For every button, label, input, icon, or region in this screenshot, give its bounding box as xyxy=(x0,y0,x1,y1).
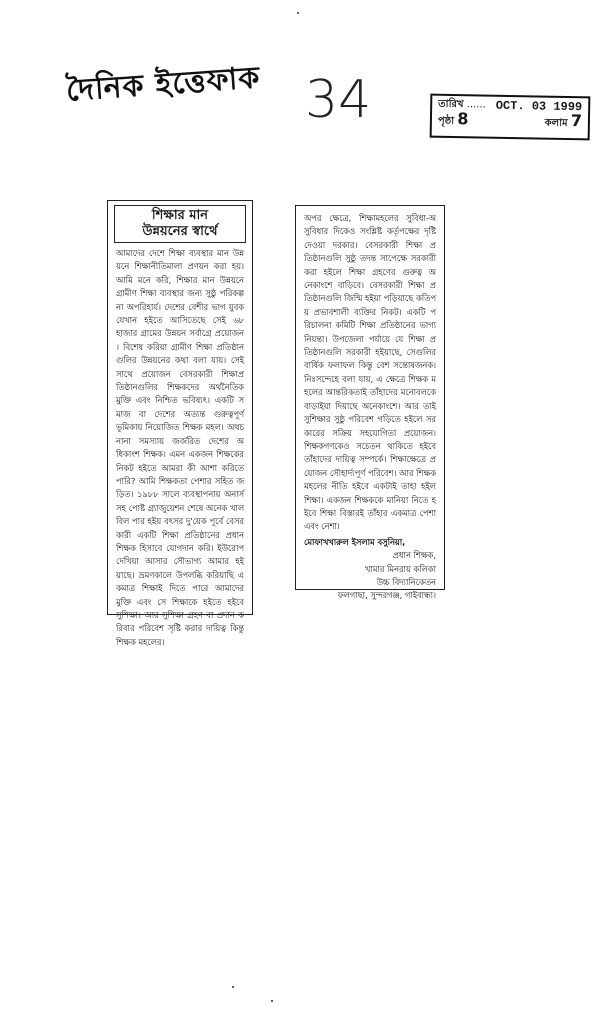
author-school-2: উচ্চ বিদ্যানিকেতন xyxy=(376,576,436,587)
stamp-column-label: কলাম xyxy=(544,117,568,130)
author-address: ফলগাছা, সুন্দরগঞ্জ, গাইবান্ধা। xyxy=(337,590,436,601)
author-title: প্রধান শিক্ষক, xyxy=(392,550,436,561)
stamp-date: OCT. 03 1999 xyxy=(495,98,583,115)
handwritten-page-number: 34 xyxy=(305,70,372,130)
scan-speck xyxy=(297,12,299,14)
stamp-page: 8 xyxy=(457,109,469,129)
scan-speck xyxy=(232,986,234,988)
article-clipping-left xyxy=(107,200,253,647)
article-body-left: আমাদের দেশে শিক্ষা ব্যবস্থার মান উন্নয়নে শিক্ষানীতিমালা প্রণয়ন করা হয়। আমি মনে করি, শিক্ষার মান উন্নয়নে গ্রামীণ শিক্ষা ব্যবস্থার জন্য সুষ্ঠু পরিকল্পনা অপরিহার্য। দেশের বেশীর ভাগ যুবক যেখান হইতে আসিতেছে সেই ৬৮ হাজার গ্রামের উন্নয়ন সর্বাগ্রে প্রয়োজন। বিশেষ করিয়া গ্রামীণ শিক্ষা প্রতিষ্ঠানগুলির উন্নয়নের কথা বলা যায়। সেইসাথে প্রয়োজন বেসরকারী শিক্ষাপ্রতিষ্ঠানগুলির শিক্ষকদের অর্থনৈতিক মুক্তি এবং নিশ্চিত ভবিষ্যৎ। একটি সমাজ বা দেশের অত্যন্ত গুরুত্বপূর্ণ ভূমিকায় নিয়োজিত শিক্ষক মহল। অথচ নানা সমস্যায় জর্জরিত দেশের অধিকাংশ শিক্ষক। এমন একজন শিক্ষকের নিকট হইতে আমরা কী আশা করিতে পারি? আমি শিক্ষকতা পেশার সহিত জড়িত। ১৯৮৮ সালে ব্যবস্থাপনায় অনার্সসহ পোষ্ট গ্র্যাজুয়েশন শেষে অনেক খাল বিল পার হইয় বৎসর দু'য়েক পূর্বে বেসরকারী একটি শিক্ষা প্রতিষ্ঠানের প্রধান শিক্ষক হিসাবে যোগদান করি। ইউরোপ দেখিয়া আসার সৌভাগ্য আমার হইয়াছে। ভ্রমণকালে উপলব্ধি করিয়াছি একমাত্র শিক্ষাই দিতে পারে আমাদের মুক্তি এবং সে শিক্ষাকে হইতে হইবে সুশিক্ষা। আর সুশিক্ষা গ্রহণ বা প্রদান করিবার পরিবেশ সৃষ্টি করার দায়িত্ব কিন্তু শিক্ষক মহলের। xyxy=(116,248,244,647)
stamp-date-label: তারিখ xyxy=(438,98,464,111)
date-stamp: তারিখ ...... OCT. 03 1999 পৃষ্ঠা 8 কলাম 7 xyxy=(430,94,591,141)
headline-line-2: উন্নয়নের স্বার্থে xyxy=(142,224,218,239)
article-body-right: অপর ক্ষেত্রে, শিক্ষামহলের সুবিধা-অসুবিধার দিকেও সংশ্লিষ্ট কর্তৃপক্ষের দৃষ্টি দেওয়া দরকার। বেসরকারী শিক্ষা প্রতিষ্ঠানগুলি সুষ্ঠু তদন্ত সাপেক্ষে সরকারী করা হইলে শিক্ষা গ্রহণের গুরুত্ব অনেকাংশে বাড়িবে। বেসরকারী শিক্ষা প্রতিষ্ঠানগুলি জিম্মি হইয়া পড়িয়াছে কতিপয় প্রভাবশালী ব্যক্তির নিকট। একটি পরিচালনা কমিটি শিক্ষা প্রতিষ্ঠানের ভাগ্য নিয়ন্তা। উপজেলা পর্যায়ে যে শিক্ষা প্রতিষ্ঠানগুলি সরকারী হইয়াছে, সেগুলির বার্ষিক ফলাফল কিন্তু বেশ সন্তোষজনক। নিঃসন্দেহে বলা যায়, এ ক্ষেত্রে শিক্ষক মহলের আন্তরিকতাই তাঁহাদের মনোবলকে বাড়াইয়া দিয়াছে অনেকাংশে। আর তাই সুশিক্ষার সুষ্ঠু পরিবেশ গড়িতে হইলে সরকারের সক্রিয় সহযোগিতা প্রয়োজন। শিক্ষকগণকেও সচেতন থাকিতে হইবে তাঁহাদের দায়িত্ব সম্পর্কে। শিক্ষাক্ষেত্রে প্রয়োজন সৌহার্দ্যপূর্ণ পরিবেশ। আর শিক্ষক মহলের নীতি হইবে একটাই তাহা হইল শিক্ষা। একজন শিক্ষককে মানিয়া নিতে হইবে শিক্ষা বিস্তারই তাঁহার একমাত্র পেশা এবং নেশা। xyxy=(304,213,436,532)
stamp-column: 7 xyxy=(570,111,583,131)
headline-line-1: শিক্ষার মান xyxy=(151,208,209,223)
newspaper-masthead: দৈনিক ইত্তেফাক xyxy=(64,60,262,109)
article-clipping-right xyxy=(295,205,445,601)
stamp-page-label: পৃষ্ঠা xyxy=(437,115,455,128)
article-headline xyxy=(114,205,246,243)
author-name: মোফাখখারুল ইসলাম বসুনিয়া, xyxy=(304,536,406,547)
author-school: খামার মিনরায় কলিকা xyxy=(364,563,436,574)
scan-speck xyxy=(271,1000,273,1002)
